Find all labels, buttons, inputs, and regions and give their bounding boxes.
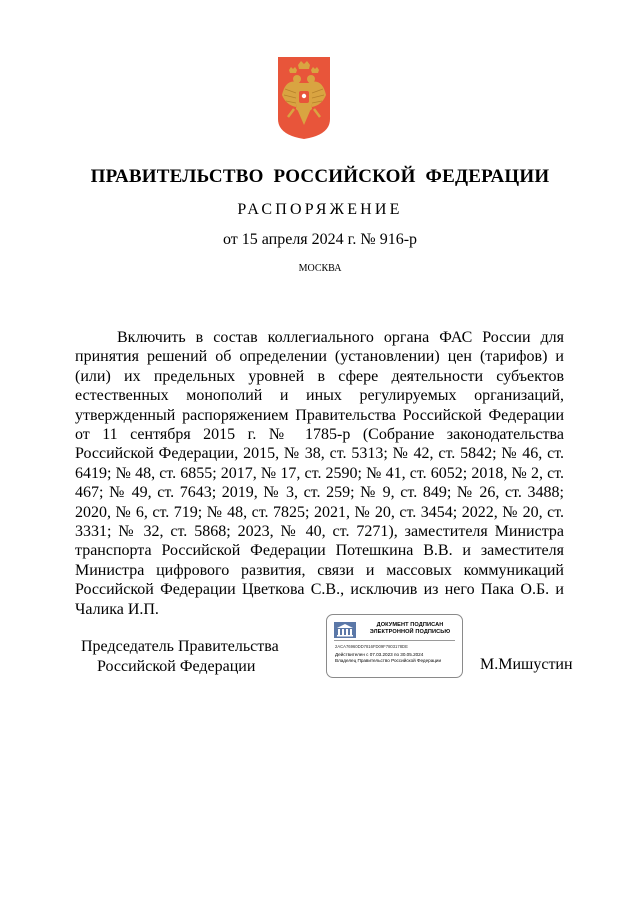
- document-date-number: от 15 апреля 2024 г. № 916-р: [222, 231, 418, 248]
- document-city: МОСКВА: [298, 263, 342, 274]
- stamp-validity: Действителен с 07.03.2023 по 30.05.2024: [335, 652, 424, 657]
- stamp-heading: [361, 622, 459, 636]
- stamp-certificate: 2ACA76960DD7816FD09F7803178DE: [335, 644, 408, 649]
- government-building-icon: [334, 622, 356, 638]
- signatory-name: М.Мишустин: [480, 656, 573, 673]
- stamp-owner: Владелец Правительство Российской Федерации: [335, 658, 442, 663]
- signatory-position-line1: Председатель Правительства: [81, 638, 279, 655]
- electronic-signature-stamp: [326, 614, 463, 678]
- stamp-heading-line1: ДОКУМЕНТ ПОДПИСАН: [376, 622, 444, 628]
- signatory-position-line2: Российской Федерации: [97, 657, 256, 675]
- government-title: ПРАВИТЕЛЬСТВО РОССИЙСКОЙ ФЕДЕРАЦИИ: [90, 166, 550, 187]
- document-type: РАСПОРЯЖЕНИЕ: [237, 201, 403, 218]
- order-text: Включить в состав коллегиального органа ФАС России для принятия решений об определении (установлении) цен (тарифов) и (или) их предельных уровней в сфере деятельности субъектов естественных монополий и иных регулируемых организаций, утвержденный распоряжением Правительства Российской Федерации от 11 сентября 2015 г. № 1785-р (Собрание законодательства Российской Федерации, 2015, № 38, ст. 5313; № 42, ст. 5842; № 46, ст. 6419; № 48, ст. 6855; 2017, № 17, ст. 2590; № 41, ст. 6052; 2018, № 2, ст. 467; № 49, ст. 7643; 2019, № 3, ст. 259; № 9, ст. 849; № 26, ст. 3488; 2020, № 6, ст. 719; № 48, ст. 7825; 2021, № 20, ст. 3454; 2022, № 20, ст. 3331; № 32, ст. 5868; 2023, № 40, ст. 7271), заместителя Министра транспорта Российской Федерации Потешкина В.В. и заместителя Министра цифрового развития, связи и массовых коммуникаций Российской Федерации Цветкова С.В., исключив из него Пака О.Б. и Чалика И.П.: [75, 329, 564, 618]
- coat-of-arms-icon: [276, 55, 332, 141]
- stamp-heading-line2: ЭЛЕКТРОННОЙ ПОДПИСЬЮ: [369, 629, 451, 635]
- signatory-position: [81, 637, 286, 676]
- stamp-divider: [334, 640, 455, 641]
